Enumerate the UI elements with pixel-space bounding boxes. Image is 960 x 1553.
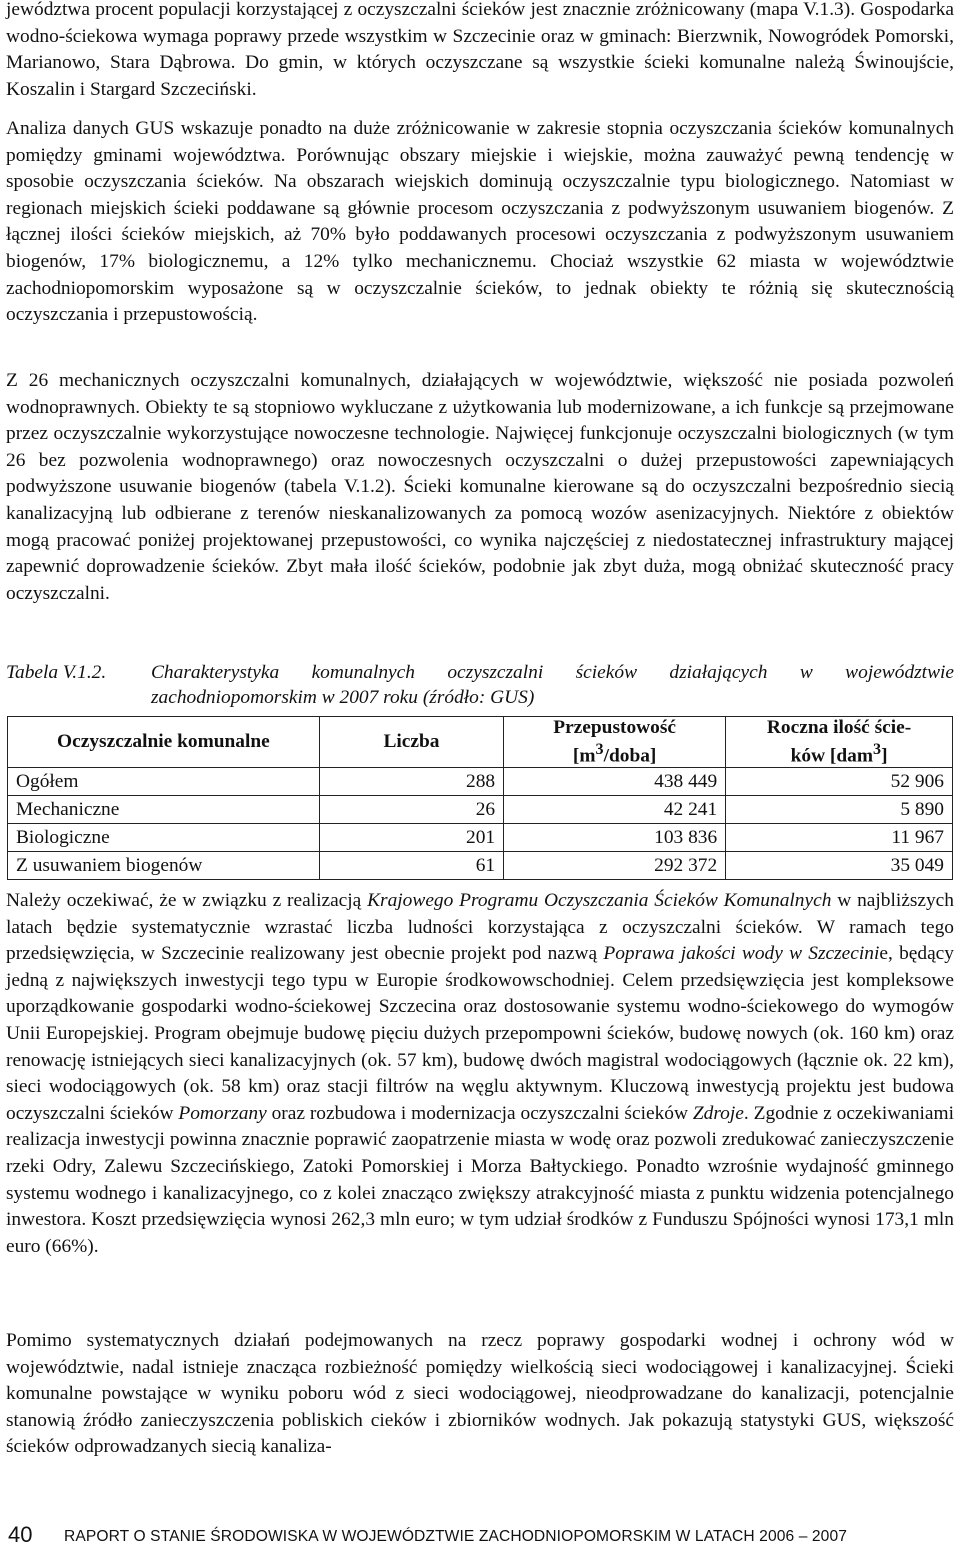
paragraph-4-part-a: Należy oczekiwać, że w związku z realizacją: [6, 890, 368, 911]
cell-annual: 5 890: [726, 796, 953, 824]
table-caption-label: Tabela V.1.2.: [6, 662, 107, 683]
cell-annual: 35 049: [726, 852, 953, 880]
cell-count: 288: [319, 768, 503, 796]
cell-capacity: 438 449: [504, 768, 726, 796]
page-footer: [6, 1522, 954, 1548]
cell-count: 201: [319, 824, 503, 852]
cell-capacity: 103 836: [504, 824, 726, 852]
program-name-italic: Krajowego Programu Oczyszczania Ścieków Komunalnych: [367, 890, 832, 911]
header-capacity-unit-exponent: 3: [595, 741, 604, 758]
header-capacity: [504, 717, 726, 768]
page-number: 40: [8, 1522, 33, 1547]
plant-pomorzany-italic: Pomorzany: [178, 1102, 267, 1124]
paragraph-2-text: Analiza danych GUS wskazuje ponadto na duże zróżnicowanie w zakresie stopnia oczyszczania ścieków komunalnych pomiędzy gminami województwa. Porównując obszary miejskie i wiejskie, można zauważyć pewną tendencję w sposobie oczyszczania ścieków. Na obszarach wiejskich dominują oczyszczalnie typu biologicznego. Natomiast w regionach miejskich ścieki poddawane są głównie procesom oczyszczania z podwyższonym usuwaniem biogenów. Z łącznej ilości ścieków miejskich, aż 70% było poddawanych procesowi oczyszczania z podwyższonym usuwaniem biogenów, 17% biologicznemu, a 12% tylko mechanicznemu. Chociaż wszystkie 62 miasta w województwie zachodniopomorskim wyposażone są w oczyszczalnie ścieków, to jednak obiekty te różnią się skutecznością oczyszczania i przepustowością.: [6, 118, 954, 326]
cell-annual: 11 967: [726, 824, 953, 852]
cell-name: Z usuwaniem biogenów: [8, 852, 320, 880]
paragraph-2: [6, 116, 954, 329]
table-row: [8, 824, 953, 852]
cell-count: 61: [319, 852, 503, 880]
paragraph-4-part-c: w najbliższych latach będzie systematycznie wzrastać liczba ludności korzystająca z oczyszczalni ścieków. W ramach tego przedsięwzięcia, w Szczecinie realizowany jest obecnie projekt pod nazwą: [6, 890, 954, 965]
table-header-row: [8, 717, 953, 768]
paragraph-3: [6, 368, 954, 607]
cell-capacity: 42 241: [504, 796, 726, 824]
paragraph-4-text: [6, 888, 954, 1260]
header-capacity-title: Przepustowość: [553, 717, 677, 738]
header-annual-title: Roczna ilość ście-: [766, 717, 912, 738]
paragraph-1: [6, 0, 954, 103]
header-capacity-unit-prefix: [m: [572, 745, 596, 767]
paragraph-4: [6, 888, 954, 1260]
project-name-italic: Poprawa jakości wody w Szczecini: [603, 943, 880, 965]
paragraph-4-part-g: oraz rozbudowa i modernizacja oczyszczalni ścieków: [266, 1102, 693, 1124]
table-row: [8, 852, 953, 880]
paragraph-4-part-i: . Zgodnie z oczekiwaniami realizacja inwestycji powinna znacznie poprawić zaopatrzenie miasta w wodę oraz pozwoli zredukować zanieczyszczenie rzeki Odry, Zalewu Szczecińskiego, Zatoki Pomorskiej i Morza Bałtyckiego. Ponadto wzrośnie wydajność gminnego systemu wodnego i kanalizacyjnego, co z kolei znacząco zwiększy atrakcyjność miasta z punktu widzenia potencjalnego inwestora. Koszt przedsięwzięcia wynosi 262,3 mln euro; w tym udział środków z Funduszu Spójności wynosi 173,1 mln euro (66%).: [6, 1102, 954, 1257]
header-plants: Oczyszczalnie komunalne: [8, 717, 320, 768]
table-row: [8, 796, 953, 824]
paragraph-1-text: jewództwa procent populacji korzystającej z oczyszczalni ścieków jest znacznie zróżnicowany (mapa V.1.3). Gospodarka wodno-ściekowa wymaga poprawy przede wszystkim w Szczecinie oraz w gminach: Bierzwnik, Nowogródek Pomorski, Marianowo, Stara Dąbrowa. Do gmin, w których oczyszczane są wszystkie ścieki komunalne należą Świnoujście, Koszalin i Stargard Szczeciński.: [6, 0, 954, 100]
header-capacity-unit-suffix: /doba]: [603, 745, 657, 767]
wastewater-plants-table: [7, 716, 953, 880]
table-row: [8, 768, 953, 796]
paragraph-4-part-e: e, będący jedną z największych inwestycji tego typu w Europie środkowowschodniej. Celem przedsięwzięcia jest kompleksowe uporządkowanie gospodarki wodno-ściekowej Szczecina oraz dostosowanie systemu wodno-ściekowego do wymogów Unii Europejskiej. Program obejmuje budowę pięciu dużych przepompowni ścieków, budowę nowych (ok. 160 km) oraz renowację istniejących sieci kanalizacyjnych (ok. 57 km), budowę dwóch magistral wodociągowych (łącznie ok. 22 km), sieci wodociągowych (ok. 58 km) oraz stacji filtrów na węglu aktywnym. Kluczową inwestycją projektu jest budowa oczyszczalni ścieków: [6, 943, 954, 1124]
header-annual-unit-exponent: 3: [873, 741, 882, 758]
table-caption-text: Charakterystyka komunalnych oczyszczalni ścieków działających w województwie zachodniopomorskim w 2007 roku (źródło: GUS): [151, 662, 954, 708]
running-title: RAPORT O STANIE ŚRODOWISKA W WOJEWÓDZTWIE ZACHODNIOPOMORSKIM W LATACH 2006 – 2007: [64, 1528, 847, 1545]
paragraph-5: [6, 1328, 954, 1461]
cell-name: Biologiczne: [8, 824, 320, 852]
header-annual-unit-prefix: ków [dam: [790, 745, 874, 767]
header-annual-unit-suffix: ]: [881, 745, 888, 767]
header-annual: [726, 717, 953, 768]
cell-annual: 52 906: [726, 768, 953, 796]
cell-count: 26: [319, 796, 503, 824]
cell-name: Mechaniczne: [8, 796, 320, 824]
cell-capacity: 292 372: [504, 852, 726, 880]
cell-name: Ogółem: [8, 768, 320, 796]
header-count: Liczba: [319, 717, 503, 768]
paragraph-3-text: Z 26 mechanicznych oczyszczalni komunalnych, działających w województwie, większość nie posiada pozwoleń wodnoprawnych. Obiekty te są stopniowo wykluczane z użytkowania lub modernizowane, a ich funkcje są przejmowane przez oczyszczalnie wykorzystujące nowoczesne technologie. Najwięcej funkcjonuje oczyszczalni biologicznych (w tym 26 bez pozwolenia wodnoprawnego) oraz nowoczesnych oczyszczalni o dużej przepustowości zapewniających podwyższone usuwanie biogenów (tabela V.1.2). Ścieki komunalne kierowane są do oczyszczalni bezpośrednio siecią kanalizacyjną lub odbierane z terenów nieskanalizowanych za pomocą wozów asenizacyjnych. Niektóre z obiektów mogą pracować poniżej projektowanej przepustowości, co wynika najczęściej z niedostatecznej infrastruktury mającej zapewnić doprowadzenie ścieków. Zbyt mała ilość ścieków, podobnie jak zbyt duża, mogą obniżać skuteczność pracy oczyszczalni.: [6, 370, 954, 604]
paragraph-5-text: Pomimo systematycznych działań podejmowanych na rzecz poprawy gospodarki wodnej i ochrony wód w województwie, nadal istnieje znacząca rozbieżność pomiędzy wielkością sieci wodociągowej i kanalizacyjnej. Ścieki komunalne powstające w wyniku poboru wód z sieci wodociągowej, nieodprowadzane do kanalizacji, potencjalnie stanowią źródło zanieczyszczenia pobliskich cieków i zbiorników wodnych. Jak pokazują statystyki GUS, większość ścieków odprowadzanych siecią kanaliza-: [6, 1330, 954, 1458]
plant-zdroje-italic: Zdroje: [692, 1102, 744, 1124]
